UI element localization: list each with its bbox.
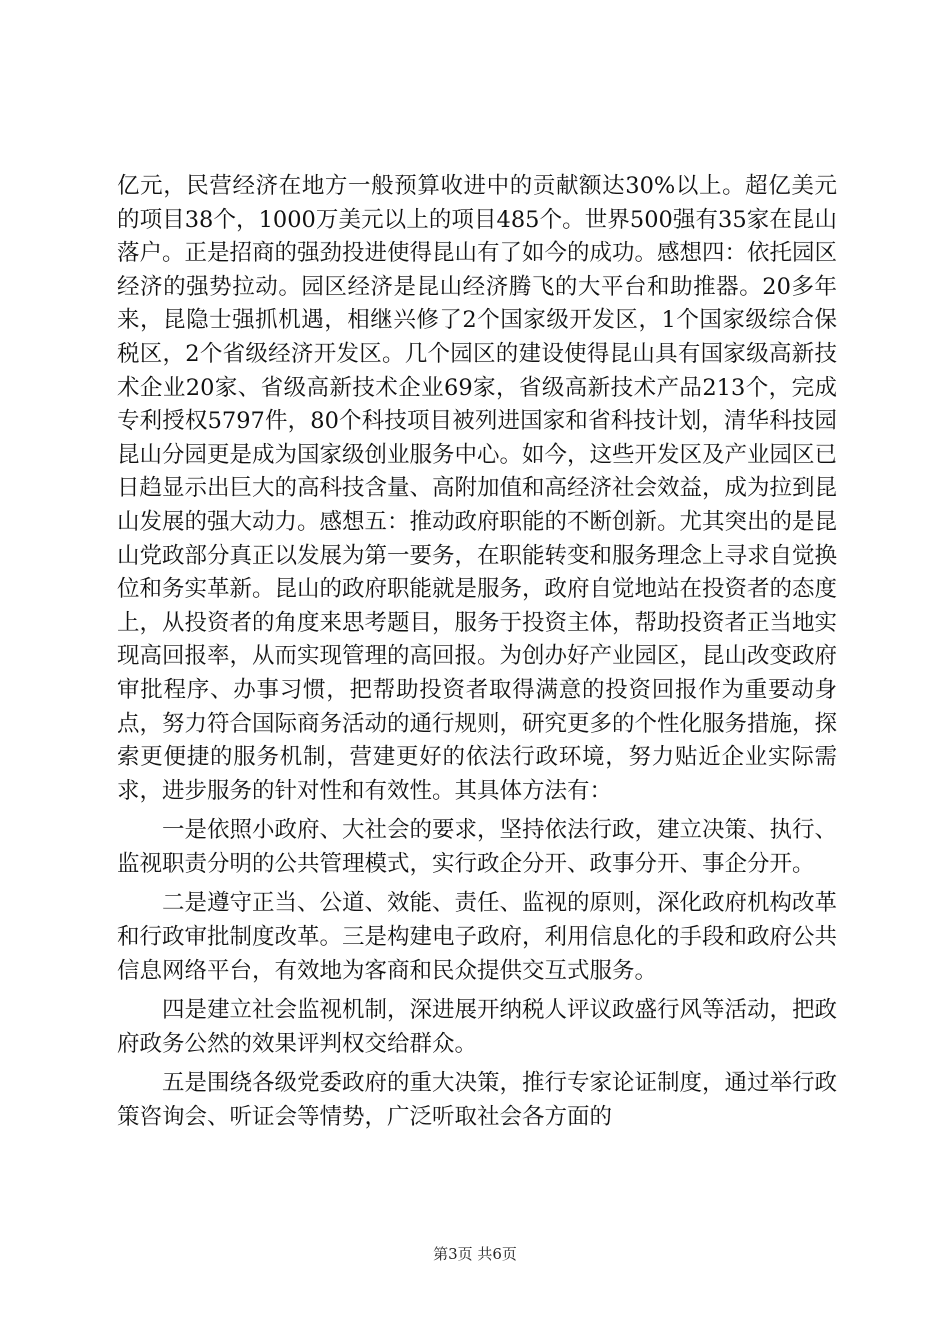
paragraph-main: 亿元，民营经济在地方一般预算收进中的贡献额达30%以上。超亿美元的项目38个，1000万美元以上的项目485个。世界500强有35家在昆山落户。正是招商的强劲投进使得昆山有了如今的成功。感想四：依托园区经济的强势拉动。园区经济是昆山经济腾飞的大平台和助推器。20多年来，昆隐士强抓机遇，相继兴修了2个国家级开发区，1个国家级综合保税区，2个省级经济开发区。几个园区的建设使得昆山具有国家级高新技术企业20家、省级高新技术企业69家，省级高新技术产品213个，完成专利授权5797件，80个科技项目被列进国家和省科技计划，清华科技园昆山分园更是成为国家级创业服务中心。如今，这些开发区及产业园区已日趋显示出巨大的高科技含量、高附加值和高经济社会效益，成为拉到昆山发展的强大动力。感想五：推动政府职能的不断创新。尤其突出的是昆山党政部分真正以发展为第一要务，在职能转变和服务理念上寻求自觉换位和务实革新。昆山的政府职能就是服务，政府自觉地站在投资者的态度上，从投资者的角度来思考题目，服务于投资主体，帮助投资者正当地实现高回报率，从而实现管理的高回报。为创办好产业园区，昆山改变政府审批程序、办事习惯，把帮助投资者取得满意的投资回报作为重要动身点，努力符合国际商务活动的通行规则，研究更多的个性化服务措施，探索更便捷的服务机制，营建更好的依法行政环境，努力贴近企业实际需求，进步服务的针对性和有效性。其具体方法有： — [117, 173, 838, 804]
paragraph-item-1: 一是依照小政府、大社会的要求，坚持依法行政，建立决策、执行、监视职责分明的公共管理模式，实行政企分开、政事分开、事企分开。 — [117, 817, 838, 877]
document-body — [117, 170, 837, 1135]
paragraph-item-2: 二是遵守正当、公道、效能、责任、监视的原则，深化政府机构改革和行政审批制度改革。三是构建电子政府，利用信息化的手段和政府公共信息网络平台，有效地为客商和民众提供交互式服务。 — [117, 890, 838, 984]
page-footer: 第3页 共6页 — [433, 1245, 517, 1263]
paragraph-item-4: 四是建立社会监视机制，深进展开纳税人评议政盛行风等活动，把政府政务公然的效果评判权交给群众。 — [117, 997, 838, 1057]
paragraph-item-5: 五是围绕各级党委政府的重大决策，推行专家论证制度，通过举行政策咨询会、听证会等情势，广泛听取社会各方面的 — [117, 1070, 838, 1131]
